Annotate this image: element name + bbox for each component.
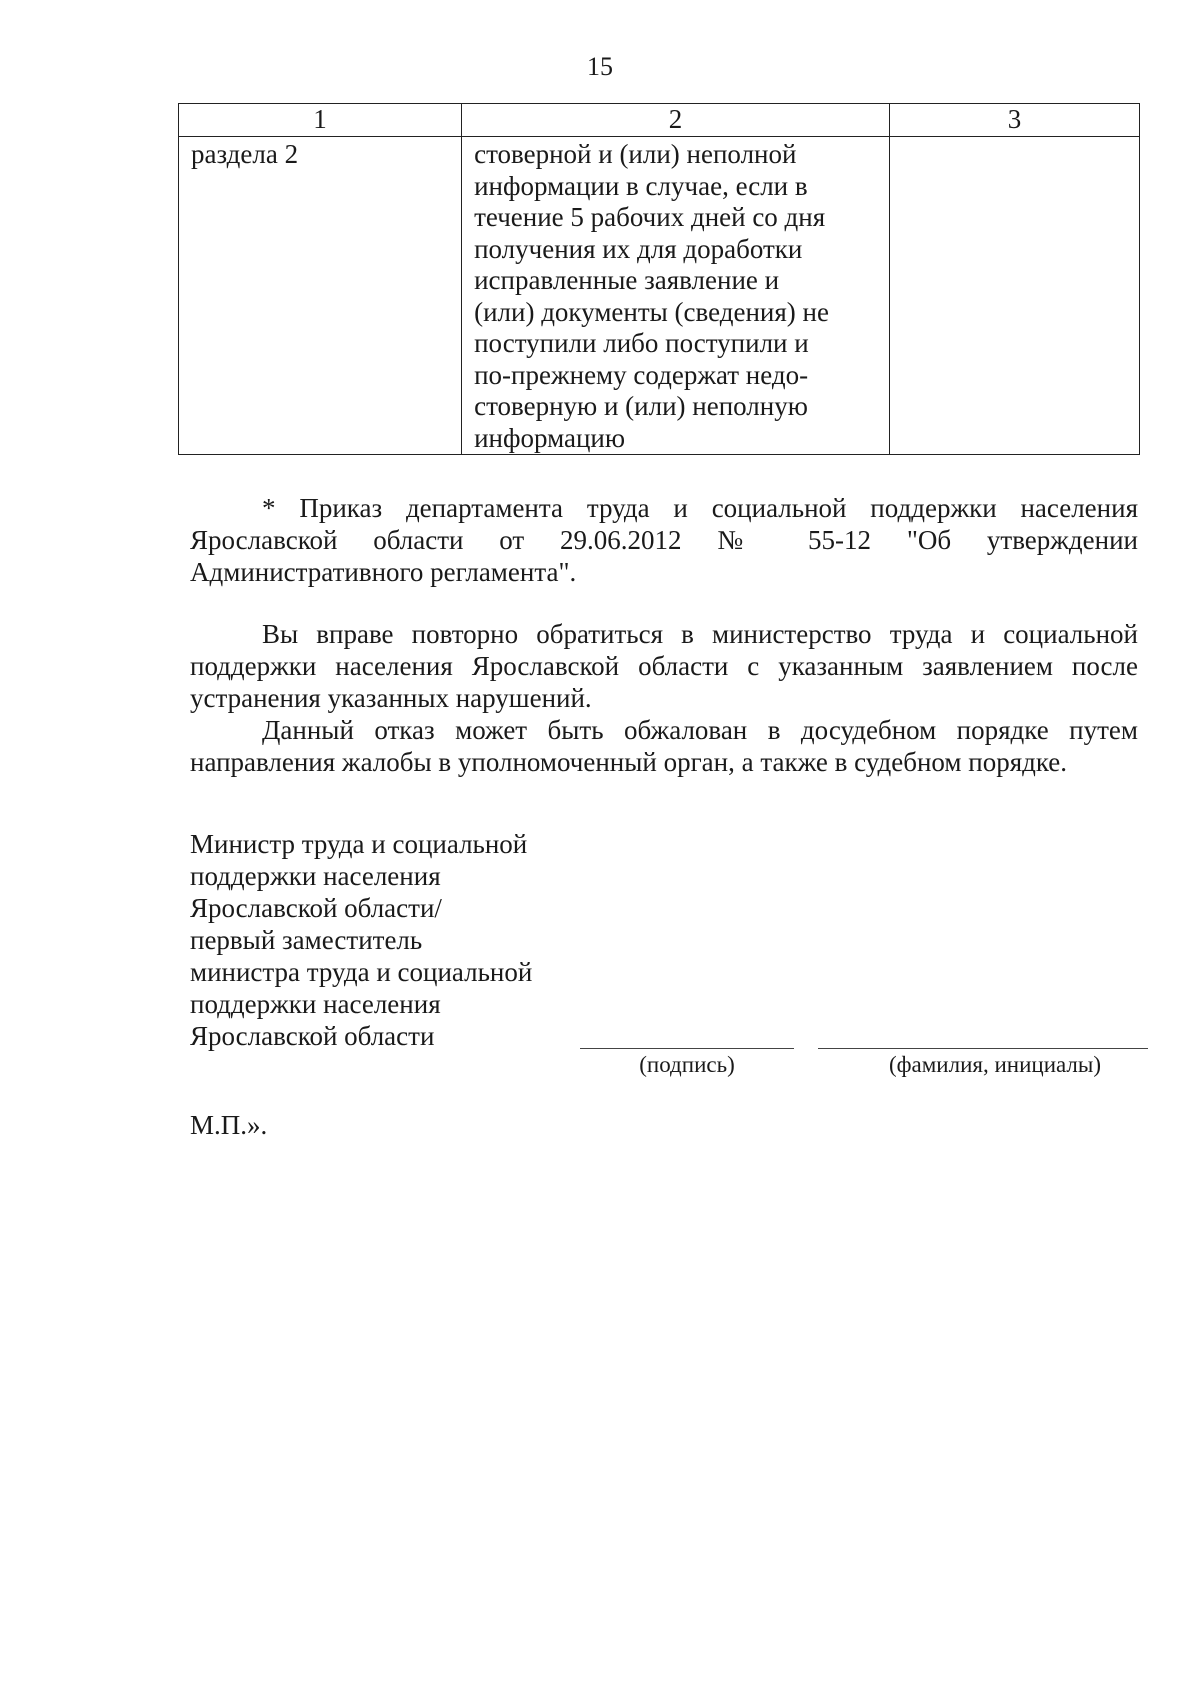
data-table: [178, 103, 1140, 455]
table-row: [179, 137, 1140, 455]
signatory-line: Министр труда и социальной: [190, 829, 528, 859]
cell-line: стоверную и (или) неполную: [474, 391, 808, 421]
footnote-text: * Приказ департамента труда и социальной поддержки населения Ярославской области от 29.06.2012 № 55-12 "Об утверждении Административного регламента".: [190, 493, 1138, 587]
signatory-line: поддержки населения: [190, 989, 441, 1019]
cell-line: исправленные заявление и: [474, 265, 780, 295]
cell-line: информации в случае, если в: [474, 170, 808, 201]
notice: [190, 618, 1138, 778]
name-line: [818, 1048, 1148, 1049]
cell-line: (или) документы (сведения) не: [474, 296, 829, 327]
table-header-row: [179, 104, 1140, 137]
table-cell-reason: [462, 137, 890, 455]
table-cell-empty: [889, 137, 1139, 455]
cell-line: течение 5 рабочих дней со дня: [474, 202, 826, 232]
cell-line: поступили либо поступили и: [474, 328, 809, 358]
notice-paragraph-1: Вы вправе повторно обратиться в министерство труда и социальной поддержки населения Ярославской области с указанным заявлением после устранения указанных нарушений.: [190, 619, 1138, 713]
notice-paragraph-2: Данный отказ может быть обжалован в досудебном порядке путем направления жалобы в уполномоченный орган, а также в судебном порядке.: [190, 715, 1138, 777]
cell-line: стоверной и (или) неполной: [474, 139, 797, 169]
cell-line: по-прежнему содержат недо-: [474, 359, 809, 390]
footnote: [190, 492, 1138, 588]
signatory-line: поддержки населения: [190, 861, 441, 891]
signatory-line: Ярославской области: [190, 1021, 435, 1051]
cell-text: раздела 2: [191, 139, 299, 169]
signatory-block: [190, 828, 532, 1052]
name-caption: (фамилия, инициалы): [888, 1052, 1102, 1077]
signature-caption: (подпись): [639, 1052, 735, 1077]
signature-line: [580, 1048, 794, 1049]
cell-line: информацию: [474, 422, 626, 453]
table-header-col2: 2: [462, 104, 890, 137]
table-header-col1: 1: [179, 104, 462, 137]
table-header-col3: 3: [889, 104, 1139, 137]
table-cell-section: [179, 137, 462, 455]
signatory-line: Ярославской области/: [190, 893, 442, 923]
signatory-line: первый заместитель: [190, 925, 423, 955]
signatory-line: министра труда и социальной: [190, 957, 533, 987]
page-number: 15: [587, 52, 613, 81]
cell-line: получения их для доработки: [474, 233, 803, 264]
stamp-label: М.П.».: [190, 1110, 268, 1140]
